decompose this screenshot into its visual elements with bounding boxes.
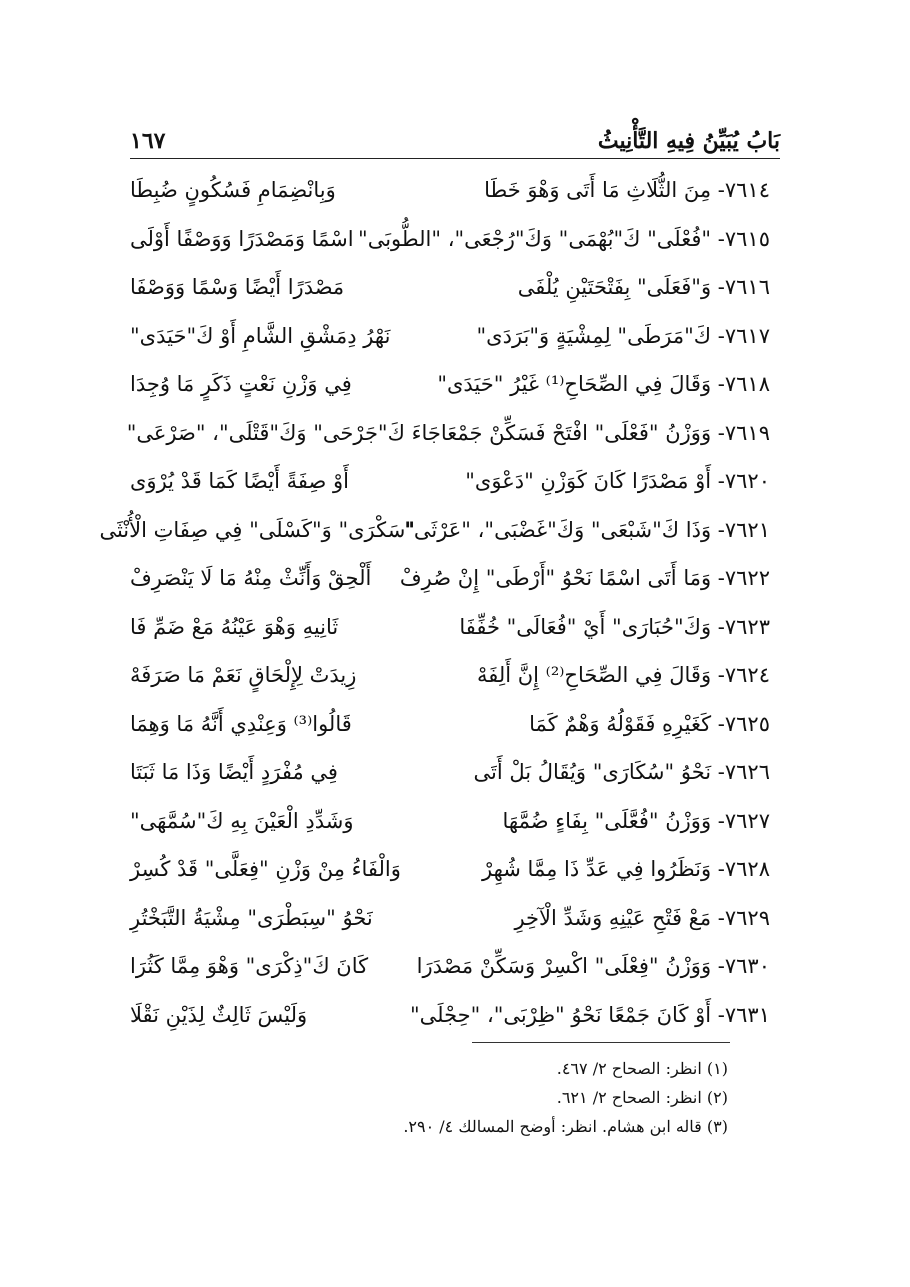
verse-line bbox=[130, 797, 770, 846]
verse-second-hemistich: نَهْرُ دِمَشْقِ الشَّامِ أَوْ كَ"حَيَدَى" bbox=[130, 323, 391, 348]
verse-second-hemistich: قَالُوا⁽³⁾ وَعِنْدِي أَنَّهُ مَا وَهِمَا bbox=[130, 711, 352, 736]
verse-line bbox=[99, 506, 770, 555]
verse-first-hemistich: ٧٦١٩- وَوَزْنُ "فَعْلَى" افْتَحْ فَسَكِّنْ جَمْعَا bbox=[440, 420, 770, 445]
verse-first-hemistich: ٧٦٣٠- وَوَزْنُ "فِعْلَى" اكْسِرْ وَسَكِّنْ مَصْدَرَا bbox=[416, 954, 770, 979]
verse-first-hemistich: ٧٦٢٨- وَنَظَرُوا فِي عَدِّ ذَا مِمَّا شُهِرْ bbox=[482, 857, 770, 882]
verse-line bbox=[130, 700, 770, 749]
verse-first-hemistich: ٧٦١٨- وَقَالَ فِي الصِّحَاحِ⁽¹⁾ غَيْرُ "حَيَدَى" bbox=[437, 372, 770, 397]
verse-second-hemistich: نَحْوُ "سِبَطْرَى" مِشْيَةُ التَّبَخْتُرِ bbox=[130, 905, 373, 930]
verse-line bbox=[130, 166, 770, 215]
verse-line bbox=[130, 263, 770, 312]
verse-line bbox=[130, 748, 770, 797]
verse-line bbox=[130, 991, 770, 1040]
verse-line bbox=[130, 603, 770, 652]
verse-line bbox=[130, 215, 770, 264]
verse-first-hemistich: ٧٦٢٩- مَعْ فَتْحِ عَيْنِهِ وَشَدِّ الْآخِرِ bbox=[514, 905, 770, 930]
verse-line bbox=[130, 651, 770, 700]
verse-first-hemistich: ٧٦٢٧- وَوَزْنُ "فُعَّلَى" بِفَاءٍ ضُمَّهَا bbox=[502, 808, 770, 833]
verse-second-hemistich: وَشَدِّدِ الْعَيْنَ بِهِ كَ"سُمَّهَى" bbox=[130, 808, 354, 833]
verse-second-hemistich: وَبِانْضِمَامِ فَسُكُونٍ ضُبِطَا bbox=[130, 178, 336, 203]
verse-first-hemistich: ٧٦١٦- وَ"فَعَلَى" بِفَتْحَتَيْنِ يُلْفَى bbox=[517, 275, 770, 300]
verse-second-hemistich: فِي مُفْرَدٍ أَيْضًا وَذَا مَا ثَبَتَا bbox=[130, 760, 338, 785]
verse-line bbox=[130, 942, 770, 991]
verse-first-hemistich: ٧٦٢٤- وَقَالَ فِي الصِّحَاحِ⁽²⁾ إِنَّ أَلِفَهْ bbox=[476, 663, 770, 688]
verse-second-hemistich: ثَانِيهِ وَهْوَ عَيْنُهُ مَعْ ضَمِّ فَا bbox=[130, 614, 339, 639]
verse-second-hemistich: اسْمًا وَمَصْدَرًا وَوَصْفًا أَوْلَى bbox=[130, 226, 354, 251]
verse-first-hemistich: ٧٦٢٠- أَوْ مَصْدَرًا كَانَ كَوَزْنِ "دَعْوَى" bbox=[465, 469, 770, 494]
verse-first-hemistich: ٧٦١٤- مِنَ الثُّلَاثِ مَا أَتَى وَهْوَ خَطَا bbox=[484, 178, 770, 203]
footnote-separator bbox=[472, 1042, 730, 1043]
verse-second-hemistich: فِي وَزْنِ نَعْتٍ ذَكَرٍ مَا وُجِدَا bbox=[130, 372, 352, 397]
verse-first-hemistich: ٧٦٢٦- نَحْوُ "سُكَارَى" وَيُقَالُ بَلْ أَتَى bbox=[473, 760, 770, 785]
footnotes bbox=[403, 1054, 728, 1141]
verse-second-hemistich: كَانَ كَ"ذِكْرَى" وَهْوَ مِمَّا كَثُرَا bbox=[130, 954, 369, 979]
verse-line bbox=[130, 312, 770, 361]
verse-second-hemistich: مَصْدَرًا أَيْضًا وَسْمًا وَوَصْفَا bbox=[130, 275, 345, 300]
verse-first-hemistich: ٧٦٢٥- كَغَيْرِهِ فَقَوْلُهُ وَهْمٌ كَمَا bbox=[529, 711, 770, 736]
verse-second-hemistich: جَاءَ كَ"جَرْحَى" وَكَ"قَتْلَى"، "صَرْعَى" bbox=[126, 420, 441, 445]
chapter-title: بَابُ يُبَيِّنُ فِيهِ التَّأْنِيثُ bbox=[597, 128, 780, 154]
verse-list bbox=[99, 166, 770, 1039]
verse-line bbox=[130, 845, 770, 894]
verse-second-hemistich: أَوْ صِفَةً أَيْضًا كَمَا قَدْ يُرْوَى bbox=[130, 469, 349, 494]
verse-second-hemistich: أَلْحِقْ وَأَنِّثْ مِنْهُ مَا لَا يَنْصَرِفْ bbox=[130, 566, 372, 591]
verse-second-hemistich: وَالْفَاءُ مِنْ وَزْنِ "فِعَلَّى" قَدْ كُسِرْ bbox=[130, 857, 401, 882]
verse-first-hemistich: ٧٦٣١- أَوْ كَانَ جَمْعًا نَحْوُ "ظِرْبَى"، "حِجْلَى" bbox=[409, 1002, 770, 1027]
verse-line bbox=[130, 894, 770, 943]
footnote: (٢) انظر: الصحاح ٢/ ٦٢١. bbox=[556, 1088, 728, 1107]
verse-second-hemistich: زِيدَتْ لِإِلْحَاقٍ نَعَمْ مَا صَرَفَهْ bbox=[130, 663, 357, 688]
footnote: (٣) قاله ابن هشام. انظر: أوضح المسالك ٤/ ٢٩٠. bbox=[403, 1117, 728, 1136]
verse-second-hemistich: وَلَيْسَ ثَالِثٌ لِذَيْنِ نَقْلَا bbox=[130, 1002, 308, 1027]
verse-first-hemistich: ٧٦٢٣- وَكَ"حُبَارَى" أَيْ "فُعَالَى" خُفِّفَا bbox=[459, 614, 770, 639]
verse-first-hemistich: ٧٦١٧- كَ"مَرَطَى" لِمِشْيَةٍ وَ"بَرَدَى" bbox=[476, 323, 770, 348]
verse-second-hemistich: "سَكْرَى" وَ"كَسْلَى" فِي صِفَاتِ الْأُنْثَى bbox=[99, 517, 415, 542]
verse-first-hemistich: ٧٦١٥- "فُعْلَى" كَ"بُهْمَى" وَكَ"رُجْعَى"، "الطُّوبَى" bbox=[358, 226, 770, 251]
page-header bbox=[130, 118, 780, 159]
page-number: ١٦٧ bbox=[130, 128, 166, 154]
verse-line bbox=[126, 409, 770, 458]
footnote: (١) انظر: الصحاح ٢/ ٤٦٧. bbox=[556, 1059, 728, 1078]
verse-line bbox=[130, 457, 770, 506]
verse-first-hemistich: ٧٦٢٢- وَمَا أَتَى اسْمًا نَحْوُ "أَرْطَى" إِنْ صُرِفْ bbox=[399, 566, 770, 591]
verse-first-hemistich: ٧٦٢١- وَذَا كَ"شَبْعَى" وَكَ"غَضْبَى"، "عَرْثَى" bbox=[404, 517, 770, 542]
verse-line bbox=[130, 360, 770, 409]
verse-line bbox=[130, 554, 770, 603]
